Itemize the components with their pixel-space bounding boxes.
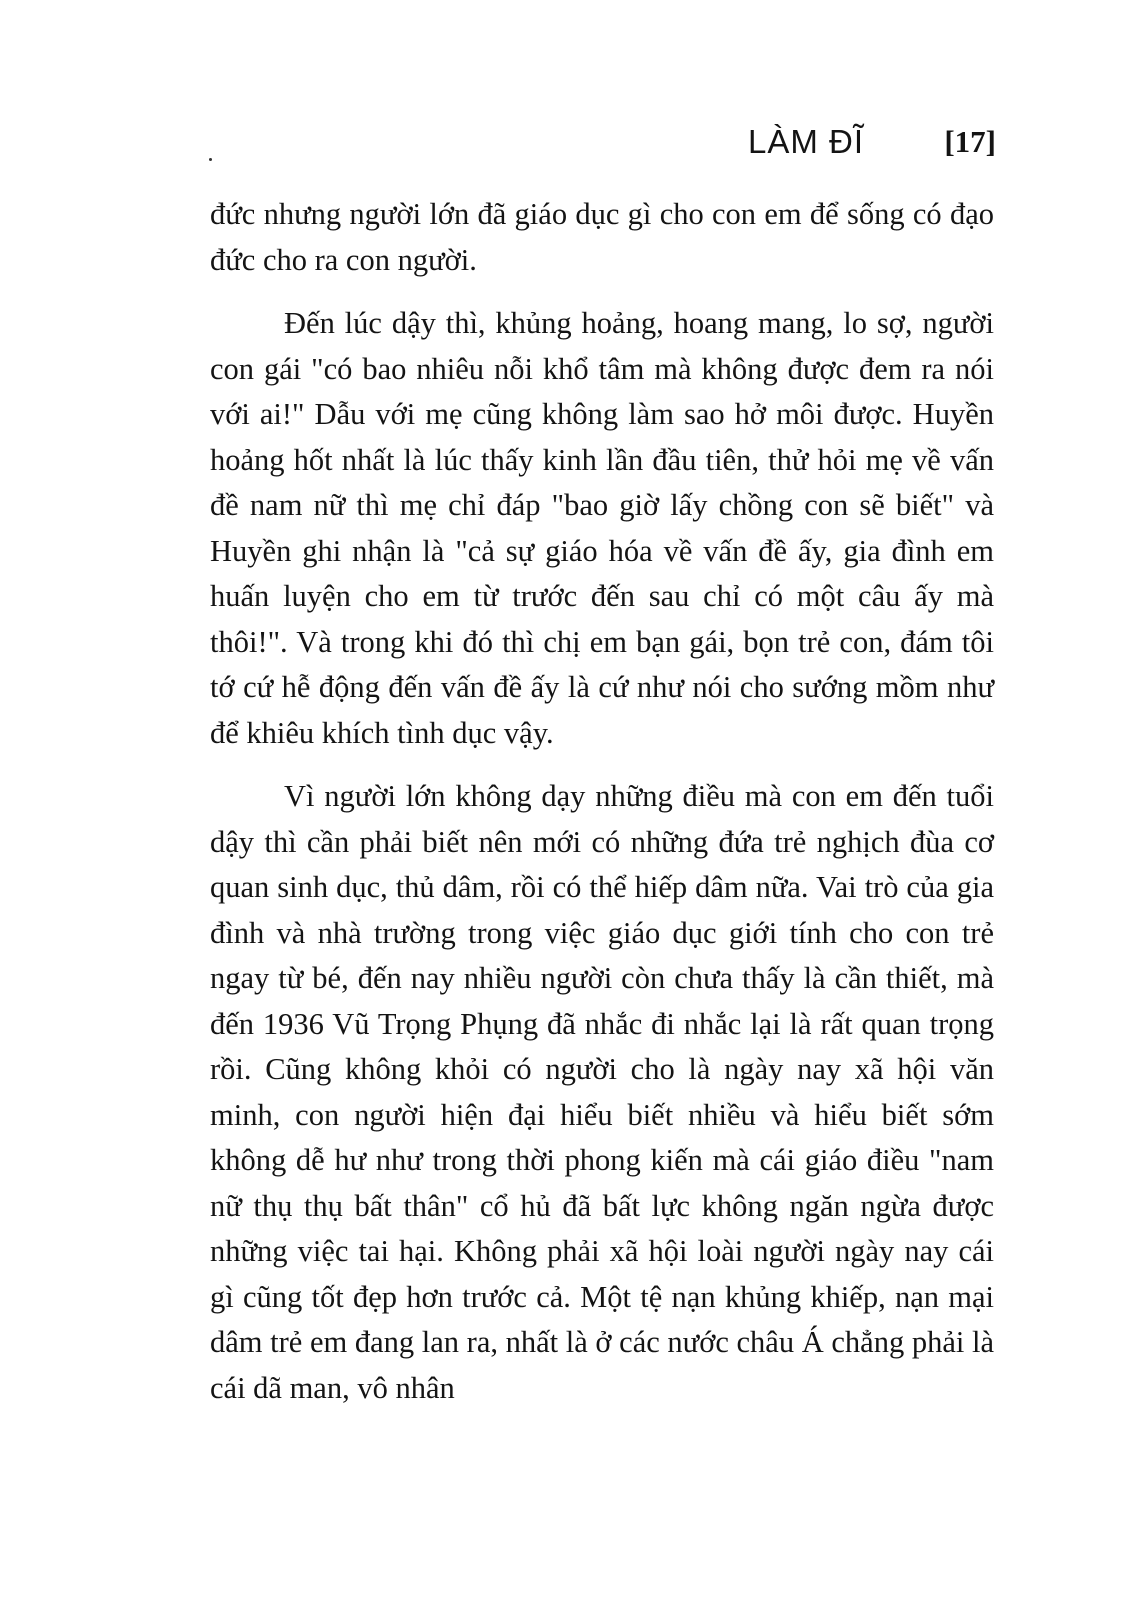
page-number: [17] [944,124,996,159]
paragraph: Đến lúc dậy thì, khủng hoảng, hoang mang, lo sợ, người con gái "có bao nhiêu nỗi khổ tâm mà không được đem ra nói với ai!" Dẫu với mẹ cũng không làm sao hở môi được. Huyền hoảng hốt nhất là lúc thấy kinh lần đầu tiên, thử hỏi mẹ về vấn đề nam nữ thì mẹ chỉ đáp "bao giờ lấy chồng con sẽ biết" và Huyền ghi nhận là "cả sự giáo hóa về vấn đề ấy, gia đình em huấn luyện cho em từ trước đến sau chỉ có một câu ấy mà thôi!". Và trong khi đó thì chị em bạn gái, bọn trẻ con, đám tôi tớ cứ hễ động đến vấn đề ấy là cứ như nói cho sướng mồm như để khiêu khích tình dục vậy. [210,306,994,750]
paragraph-continued: đức nhưng người lớn đã giáo dục gì cho con em để sống có đạo đức cho ra con người. [210,197,994,277]
running-header [748,122,996,166]
body-text [210,192,994,1429]
running-title: LÀM ĐĨ [748,123,865,160]
stray-mark [209,158,212,161]
paragraph: Vì người lớn không dạy những điều mà con em đến tuổi dậy thì cần phải biết nên mới có những đứa trẻ nghịch đùa cơ quan sinh dục, thủ dâm, rồi có thể hiếp dâm nữa. Vai trò của gia đình và nhà trường trong việc giáo dục giới tính cho con trẻ ngay từ bé, đến nay nhiều người còn chưa thấy là cần thiết, mà đến 1936 Vũ Trọng Phụng đã nhắc đi nhắc lại là rất quan trọng rồi. Cũng không khỏi có người cho là ngày nay xã hội văn minh, con người hiện đại hiểu biết nhiều và hiểu biết sớm không dễ hư như trong thời phong kiến mà cái giáo điều "nam nữ thụ thụ bất thân" cổ hủ đã bất lực không ngăn ngừa được những việc tai hại. Không phải xã hội loài người ngày nay cái gì cũng tốt đẹp hơn trước cả. Một tệ nạn khủng khiếp, nạn mại dâm trẻ em đang lan ra, nhất là ở các nước châu Á chẳng phải là cái dã man, vô nhân [210,779,994,1405]
